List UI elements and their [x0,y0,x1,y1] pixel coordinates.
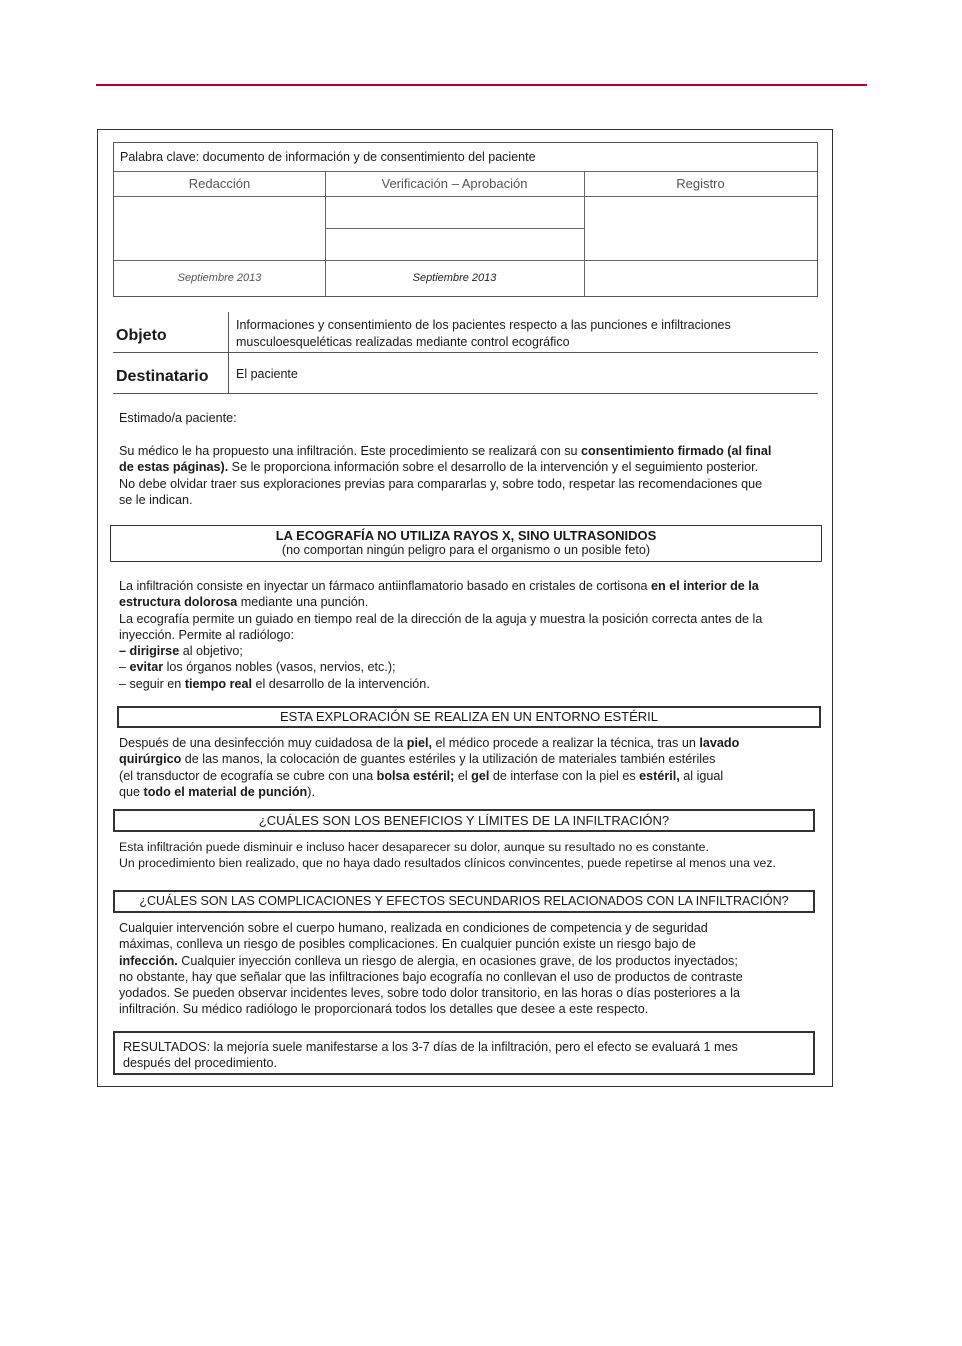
beneficios-heading-box [113,809,815,832]
objeto-text: Informaciones y consentimiento de los pacientes respecto a las punciones e infiltraciones musculoesqueléticas realizadas mediante control ecográfico [236,318,731,349]
col-verificacion: Verificación – Aprobación [381,176,528,191]
destinatario-text: El paciente [236,367,298,381]
objeto-label: Objeto [116,327,167,344]
complicaciones-heading: ¿CUÁLES SON LAS COMPLICACIONES Y EFECTOS SECUNDARIOS RELACIONADOS CON LA INFILTRACIÓN? [139,894,789,908]
esteril-notice-box [117,706,821,728]
esteril-paragraph: Después de una desinfección muy cuidadosa de la piel, el médico procede a realizar la técnica, tras un lavado quirúrgico de las manos, la colocación de guantes estériles y la utilización de materiales también estériles (el transductor de ecografía se cubre con una bolsa estéril; el gel de interfase con la piel es estéril, al igual que todo el material de punción). [119,736,740,799]
document-header-table [113,142,818,297]
beneficios-paragraph: Esta infiltración puede disminuir e incluso hacer desaparecer su dolor, aunque su resultado no es constante. Un procedimiento bien realizado, que no haya dado resultados clínicos convincentes, puede repetirse al menos una vez. [119,840,776,871]
header-rule [96,84,867,86]
keyword-line: Palabra clave: documento de información y de consentimiento del paciente [120,150,536,164]
complicaciones-heading-box [113,890,815,913]
ecografia-notice-box [110,525,822,562]
infiltracion-paragraph: La infiltración consiste en inyectar un fármaco antiinflamatorio basado en cristales de cortisona en el interior de la estructura dolorosa mediante una punción. La ecografía permite un guiado en tiempo real de la dirección de la aguja y muestra la posición correcta antes de la inyección. Permite al radiólogo: – dirigirse al objetivo; – evitar los órganos nobles (vasos, nervios, etc.); – seguir en tiempo real el desarrollo de la intervención. [119,579,763,691]
beneficios-heading: ¿CUÁLES SON LOS BENEFICIOS Y LÍMITES DE LA INFILTRACIÓN? [258,813,670,828]
complicaciones-paragraph: Cualquier intervención sobre el cuerpo humano, realizada en condiciones de competencia y de seguridad máximas, conlleva un riesgo de posibles complicaciones. En cualquier punción existe un riesgo bajo de infección. Cualquier inyección conlleva un riesgo de alergia, en ocasiones grave, de los productos inyectados; no obstante, hay que señalar que las infiltraciones bajo ecografía no conllevan el uso de productos de contraste yodados. Se pueden observar incidentes leves, sobre todo dolor transitorio, en las horas o días posteriores a la infiltración. Su médico radiólogo le proporcionará todos los detalles que desee a este respecto. [119,921,743,1017]
date-verificacion: Septiembre 2013 [412,272,497,284]
ecografia-notice-title: LA ECOGRAFÍA NO UTILIZA RAYOS X, SINO ULTRASONIDOS [275,528,657,543]
esteril-notice-title: ESTA EXPLORACIÓN SE REALIZA EN UN ENTORNO ESTÉRIL [279,709,659,724]
intro-paragraph: Su médico le ha propuesto una infiltración. Este procedimiento se realizará con su consentimiento firmado (al final de estas páginas). Se le proporciona información sobre el desarrollo de la intervención y el seguimiento posterior. No debe olvidar traer sus exploraciones previas para compararlas y, sobre todo, respetar las recomendaciones que se le indican. [119,444,772,507]
greeting: Estimado/a paciente: [119,411,237,425]
ecografia-notice-subtitle: (no comportan ningún peligro para el organismo o un posible feto) [281,543,651,557]
col-registro: Registro [676,176,725,191]
date-redaccion: Septiembre 2013 [177,272,262,284]
destinatario-label: Destinatario [116,368,209,385]
col-redaccion: Redacción [188,176,251,191]
resultados-box: RESULTADOS: la mejoría suele manifestarse a los 3-7 días de la infiltración, pero el efecto se evaluará 1 mes después del procedimiento. [113,1031,815,1075]
